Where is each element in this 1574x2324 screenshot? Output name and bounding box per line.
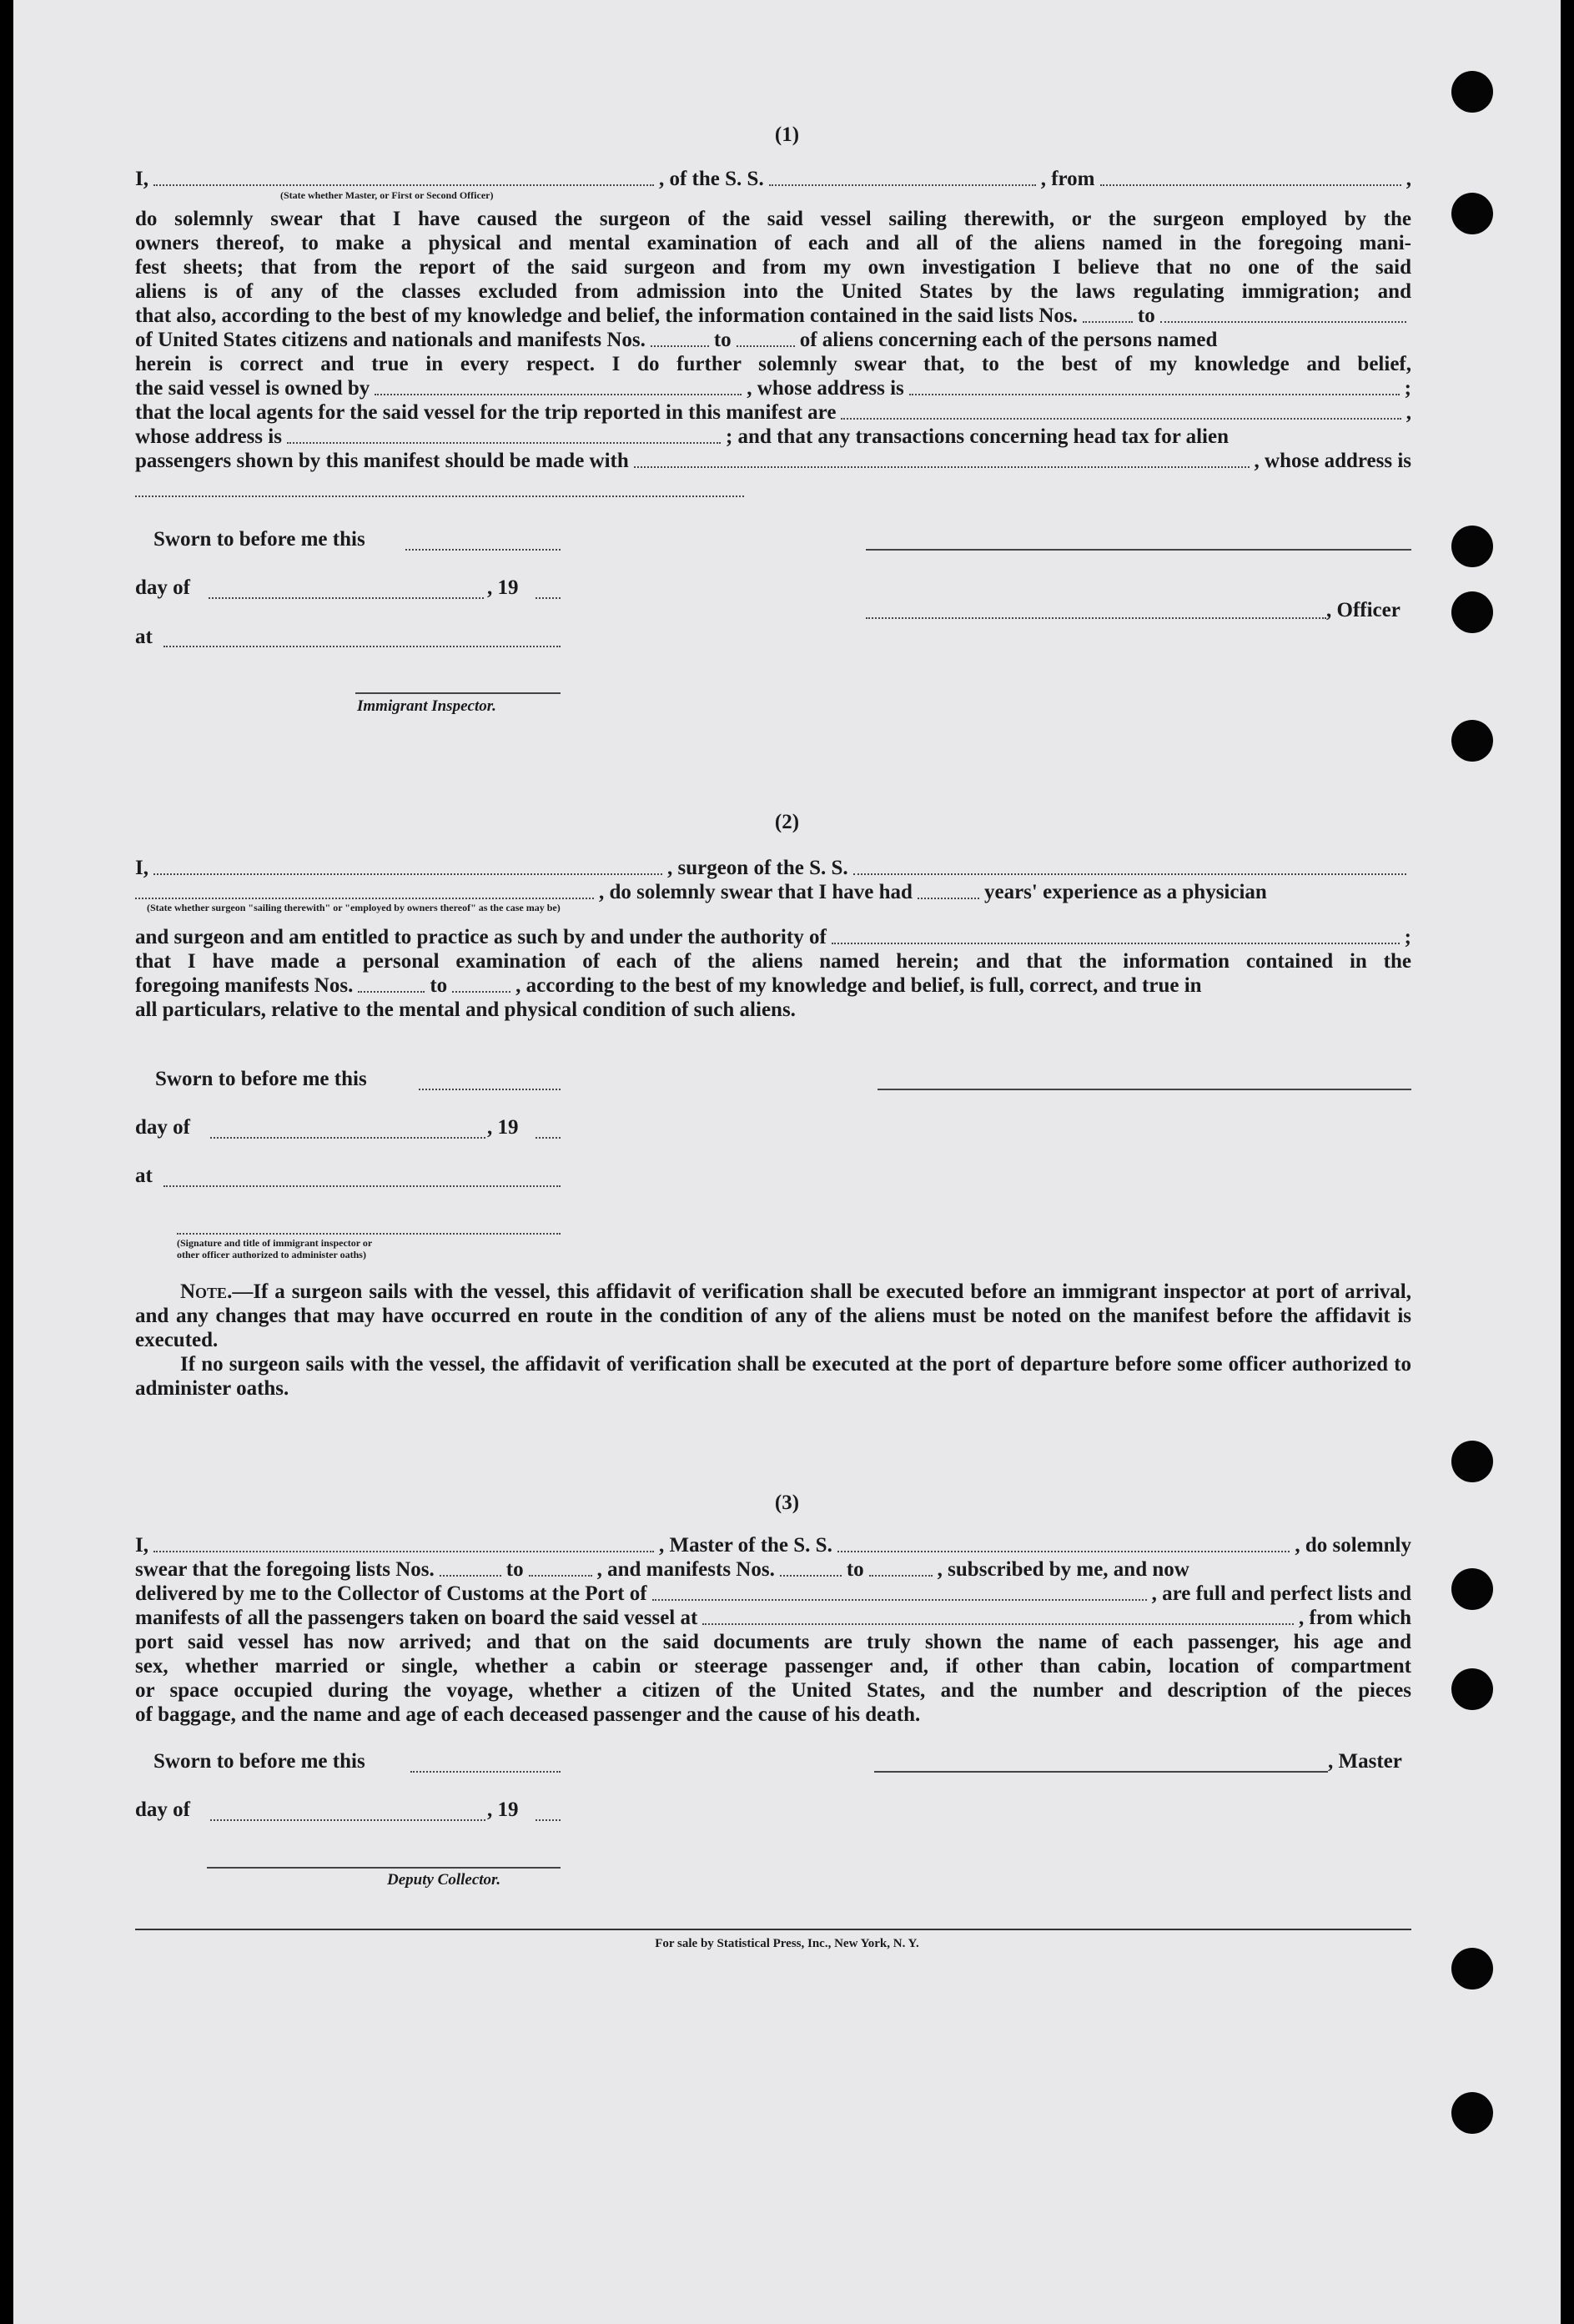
s2-line-3: and surgeon and am entitled to practice as such by and under the authority of ; (135, 926, 1411, 948)
s1-line-head-tax: passengers shown by this manifest should be made with , whose address is (135, 450, 1411, 472)
s1-inspector-signature-line[interactable] (355, 691, 561, 694)
s1-body-line-10: herein is correct and true in every respect. I do further solemnly swear that, to the best of my knowledge and belief, (135, 353, 1411, 375)
s1-lists-from-field[interactable] (1083, 321, 1133, 323)
manifest-page (13, 0, 1561, 2324)
s3-boarding-port-field[interactable] (702, 1623, 1294, 1625)
s2-note-p2: If no surgeon sails with the vessel, the affidavit of verification shall be executed at the port of departure before some officer authorized to administer oaths. (135, 1353, 1411, 1400)
s1-body-line-2: owners thereof, to make a physical and mental examination of each and all of the aliens named in the foregoing mani- (135, 232, 1411, 254)
punch-hole-3 (1451, 526, 1493, 567)
s1-officer-field[interactable] (866, 616, 1326, 619)
s1-owner-field[interactable] (375, 394, 742, 395)
s3-body-line-2: sex, whether married or single, whether a cabin or steerage passenger and, if other than cabin, location of compartment (135, 1655, 1411, 1678)
s3-master-name-field[interactable] (153, 1551, 654, 1552)
s1-body-line-4: aliens is of any of the classes excluded from admission into the United States by the laws regulating immigration; and (135, 280, 1411, 303)
s3-year-field[interactable] (536, 1818, 561, 1821)
s3-lists-from-field[interactable] (440, 1575, 501, 1577)
s2-sig-note-2: other officer authorized to administer oaths) (177, 1249, 366, 1260)
s1-year-field[interactable] (536, 596, 561, 599)
s1-day-label: day of (135, 576, 190, 599)
s3-sworn-day-field[interactable] (410, 1769, 561, 1773)
s2-line-1: I, , surgeon of the S. S. (135, 856, 1411, 881)
punch-hole-4 (1451, 591, 1493, 633)
section-2-number: (2) (774, 811, 800, 833)
s3-vessel-field[interactable] (837, 1551, 1290, 1552)
s3-line-3: delivered by me to the Collector of Customs at the Port of , are full and perfect lists and (135, 1582, 1411, 1605)
punch-hole-9 (1451, 1948, 1493, 1989)
s1-line-agents: that the local agents for the said vessel for the trip reported in this manifest are , (135, 401, 1411, 424)
s1-officer-note: (State whether Master, or First or Second Officer) (280, 189, 494, 201)
s3-manifests-to-field[interactable] (869, 1575, 933, 1577)
s3-line-4: manifests of all the passengers taken on board the said vessel at , from which (135, 1607, 1411, 1629)
s1-month-field[interactable] (209, 596, 484, 599)
punch-hole-2 (1451, 193, 1493, 234)
s3-line-2: swear that the foregoing lists Nos. to , and manifests Nos. to , subscribed by me, and now (135, 1558, 1189, 1581)
s2-surgeon-name-field[interactable] (153, 873, 662, 875)
s1-address-continued-field[interactable] (135, 494, 744, 497)
s1-line-agent-address: whose address is ; and that any transactions concerning head tax for alien (135, 425, 1229, 448)
s1-officer-label: , Officer (1326, 599, 1401, 621)
s2-sworn-day-field[interactable] (419, 1087, 561, 1090)
s2-year-label: , 19 (487, 1116, 519, 1139)
section-3-number: (3) (774, 1491, 800, 1514)
s2-signature-line[interactable] (878, 1087, 1411, 1090)
s2-manifests-to-field[interactable] (452, 991, 510, 993)
s2-month-field[interactable] (210, 1135, 485, 1139)
s3-manifests-from-field[interactable] (780, 1575, 842, 1577)
s2-at-field[interactable] (163, 1184, 561, 1187)
punch-hole-10 (1451, 2092, 1493, 2134)
s1-at-field[interactable] (163, 644, 561, 647)
section-1-number: (1) (774, 123, 800, 146)
s3-day-label: day of (135, 1798, 190, 1821)
s2-note-label: Note. (180, 1280, 233, 1303)
s3-body-line-3: or space occupied during the voyage, whether a citizen of the United States, and the number and description of the pieces (135, 1679, 1411, 1702)
s1-agent-address-field[interactable] (287, 442, 721, 444)
s1-signature-line[interactable] (866, 547, 1411, 551)
punch-hole-7 (1451, 1568, 1493, 1610)
s1-line-lists: that also, according to the best of my knowledge and belief, the information contained in the said lists Nos. to (135, 304, 1411, 329)
s3-month-field[interactable] (210, 1818, 485, 1821)
s2-note-p1: —If a surgeon sails with the vessel, this affidavit of verification shall be executed before an immigrant inspector at port of arrival, and any changes that may have occurred en route in the condition of any of the aliens must be noted on the manifest before the affidavit is executed. (135, 1280, 1411, 1351)
s1-head-tax-field[interactable] (634, 466, 1250, 468)
s1-vessel-field[interactable] (769, 184, 1036, 186)
s1-owner-address-field[interactable] (909, 394, 1400, 395)
s1-i-label: I, (135, 168, 148, 190)
s2-inspector-signature-line[interactable] (177, 1231, 561, 1235)
s1-from-label: , from (1040, 168, 1095, 190)
s2-line-2: , do solemnly swear that I have had years' experience as a physician (135, 880, 1411, 905)
s1-year-label: , 19 (487, 576, 519, 599)
s2-at-label: at (135, 1165, 153, 1187)
s2-sworn-label: Sworn to before me this (155, 1068, 367, 1090)
s1-officer-name-field[interactable] (153, 184, 654, 186)
s3-collector-signature-line[interactable] (207, 1865, 561, 1869)
s2-line-4: that I have made a personal examination of each of the aliens named herein; and that the information contained in the (135, 950, 1411, 973)
s3-master-signature-line[interactable] (874, 1769, 1328, 1773)
s1-line-1: I, , of the S. S. , from , (135, 168, 1411, 190)
s2-capacity-note: (State whether surgeon "sailing therewith" or "employed by owners thereof" as the case may be) (147, 902, 561, 913)
s2-vessel-field[interactable] (853, 873, 1406, 875)
s3-lists-to-field[interactable] (529, 1575, 592, 1577)
s3-body-line-4: of baggage, and the name and age of each deceased passenger and the cause of his death. (135, 1703, 921, 1726)
s3-body-line-1: port said vessel has now arrived; and that on the said documents are truly shown the name of each passenger, his age and (135, 1631, 1411, 1653)
printer-footer: For sale by Statistical Press, Inc., New York, N. Y. (655, 1937, 919, 1950)
s1-body-line-3: fest sheets; that from the report of the said surgeon and from my own investigation I believe that no one of the said (135, 256, 1411, 279)
footer-rule (135, 1929, 1411, 1930)
s1-manifests-to-field[interactable] (737, 345, 795, 347)
s3-port-field[interactable] (652, 1599, 1147, 1601)
s2-sig-note-1: (Signature and title of immigrant inspector or (177, 1237, 373, 1249)
s1-agents-field[interactable] (841, 418, 1401, 420)
s3-year-label: , 19 (487, 1798, 519, 1821)
s1-lists-to-field[interactable] (1160, 321, 1406, 323)
s2-year-field[interactable] (536, 1135, 561, 1139)
s1-line-owner: the said vessel is owned by , whose address is ; (135, 377, 1411, 400)
s1-inspector-caption: Immigrant Inspector. (357, 697, 496, 715)
s1-ss-label: , of the S. S. (658, 168, 764, 190)
punch-hole-1 (1451, 71, 1493, 113)
s1-from-field[interactable] (1100, 184, 1401, 186)
s2-day-label: day of (135, 1116, 190, 1139)
s2-capacity-field[interactable] (135, 898, 594, 899)
s3-line-1: I, , Master of the S. S. , do solemnly (135, 1534, 1411, 1557)
s3-master-label: , Master (1328, 1750, 1402, 1773)
s2-years-field[interactable] (918, 898, 979, 899)
s1-body-line-1: do solemnly swear that I have caused the surgeon of the said vessel sailing therewith, or the surgeon employed by the (135, 208, 1411, 230)
s2-manifests-from-field[interactable] (358, 991, 425, 993)
s2-line-5: foregoing manifests Nos. to , according to the best of my knowledge and belief, is full, correct, and true in (135, 974, 1202, 997)
s2-line-6: all particulars, relative to the mental and physical condition of such aliens. (135, 999, 796, 1021)
s2-authority-field[interactable] (832, 943, 1400, 944)
s1-line-manifests: of United States citizens and nationals and manifests Nos. to of aliens concerning each of the persons named (135, 329, 1218, 351)
s1-sworn-day-field[interactable] (405, 547, 561, 551)
s3-sworn-label: Sworn to before me this (153, 1750, 365, 1773)
punch-hole-8 (1451, 1668, 1493, 1710)
s1-sworn-label: Sworn to before me this (153, 528, 365, 551)
punch-hole-5 (1451, 720, 1493, 762)
s1-at-label: at (135, 626, 153, 648)
punch-hole-6 (1451, 1441, 1493, 1482)
s2-note (135, 1280, 1411, 1401)
s1-manifests-from-field[interactable] (651, 345, 709, 347)
s3-deputy-caption: Deputy Collector. (387, 1871, 501, 1889)
